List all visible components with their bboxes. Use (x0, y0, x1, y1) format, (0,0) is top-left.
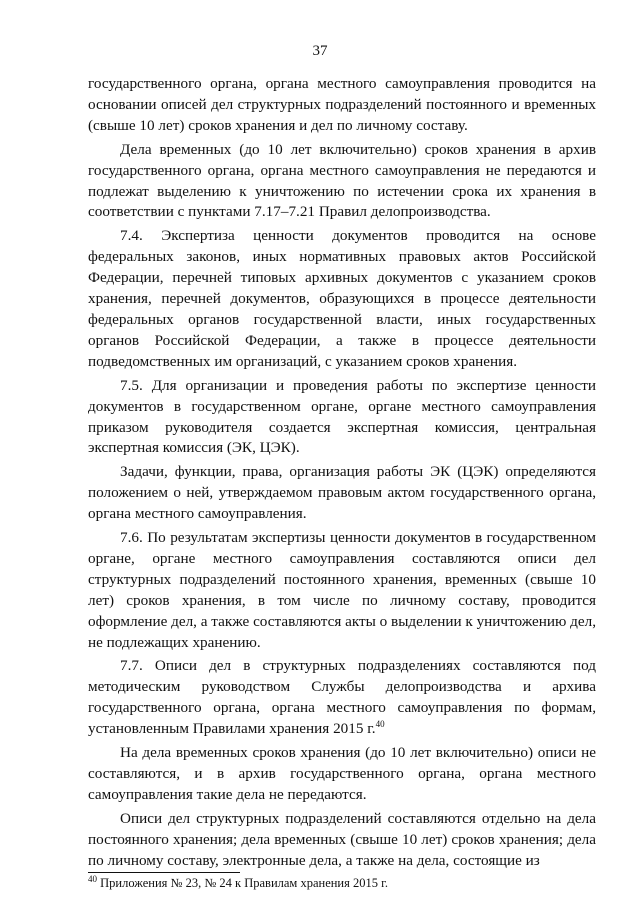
paragraph: государственного органа, органа местного самоуправления проводится на основании описей дел структурных подразделений постоянного и временных (свыше 10 лет) сроков хранения и дел по личному составу. (88, 75, 596, 134)
paragraph: 7.6. По результатам экспертизы ценности документов в государственном органе, органе местного самоуправления составляются описи дел структурных подразделений постоянного хранения, временных (свыше 10 лет) сроков хранения, в том числе по личному составу, проводится оформление дел, а также составляются акты о выделении к уничтожению дел, не подлежащих хранению. (88, 529, 596, 651)
paragraph: 7.5. Для организации и проведения работы по экспертизе ценности документов в государственном органе, органе местного самоуправления приказом руководителя создается экспертная комиссия, центральная экспертная комиссия (ЭК, ЦЭК). (88, 376, 596, 457)
footnote (88, 873, 596, 891)
paragraph: Задачи, функции, права, организация работы ЭК (ЦЭК) определяются положением о ней, утверждаемом правовым актом государственного органа, органа местного самоуправления. (88, 463, 596, 523)
footnote-divider (88, 872, 240, 873)
footnote-marker: 40 (88, 873, 97, 884)
page-number: 37 (312, 43, 328, 59)
footnote-reference: 40 (375, 719, 385, 730)
paragraph: 7.7. Описи дел в структурных подразделениях составляются под методическим руководством Службы делопроизводства и архива государственного органа, органа местного самоуправления по формам, установленным Правилами хранения 2015 г.$^{40}$ (88, 657, 596, 738)
paragraph: Описи дел структурных подразделений составляются отдельно на дела постоянного хранения; дела временных (свыше 10 лет) сроков хранения; дела по личному составу, электронные дела, а также на дела, состоящие из (88, 809, 596, 869)
footnote-text: Приложения № 23, № 24 к Правилам хранения 2015 г. (97, 876, 388, 890)
paragraph: 7.4. Экспертиза ценности документов проводится на основе федеральных законов, иных нормативных правовых актов Российской Федерации, перечней типовых архивных документов с указанием сроков хранения, перечней документов, образующихся в процессе деятельности федеральных органов государственной власти, иных государственных органов Российской Федерации, а также в процессе деятельности подведомственных им организаций, с указанием сроков хранения. (88, 227, 596, 370)
body-text (88, 74, 596, 875)
paragraph: На дела временных сроков хранения (до 10 лет включительно) описи не составляются, и в архив государственного органа, органа местного самоуправления такие дела не передаются. (88, 744, 596, 803)
paragraph: Дела временных (до 10 лет включительно) сроков хранения в архив государственного органа, органа местного самоуправления не передаются и подлежат выделению к уничтожению по истечении срока их хранения в соответствии с пунктами 7.17–7.21 Правил делопроизводства. (88, 140, 596, 221)
